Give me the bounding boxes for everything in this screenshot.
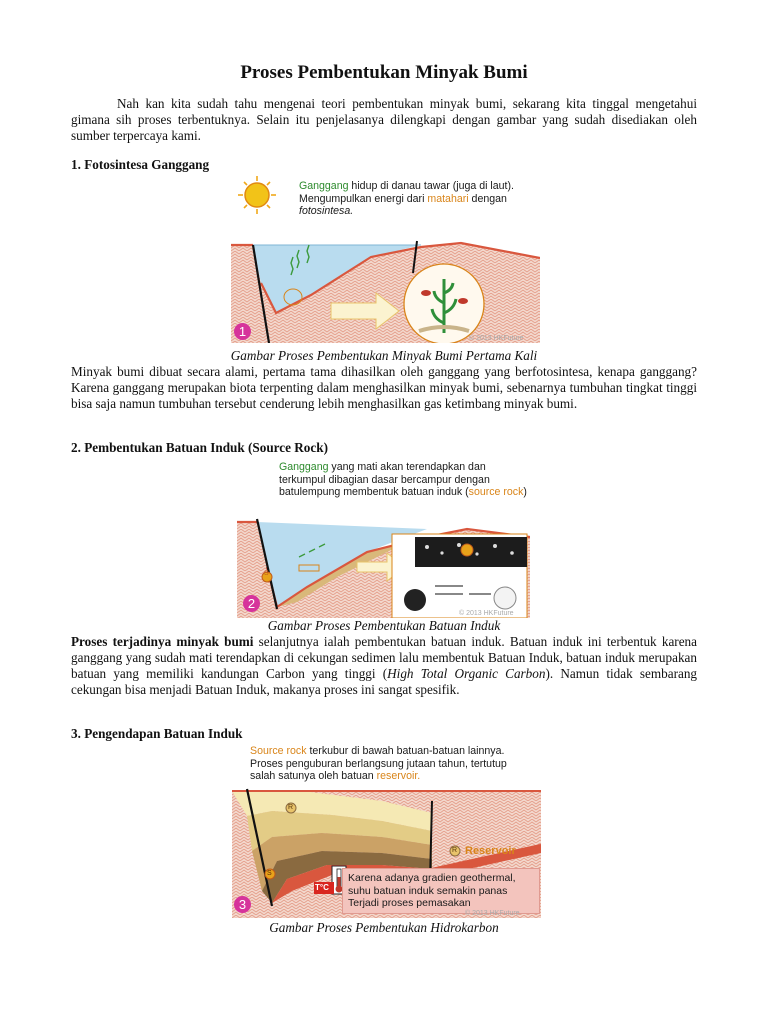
source-rock-inset <box>392 534 527 618</box>
figure-1-caption: Gambar Proses Pembentukan Minyak Bumi Pertama Kali <box>230 348 538 363</box>
temperature-label: T°C <box>315 883 329 892</box>
reservoir-label: Reservoir <box>465 845 516 857</box>
intro-paragraph: Nah kan kita sudah tahu mengenai teori pembentukan minyak bumi, sekarang kita tinggal mengetahui gimana sih proses terbentuknya. Selain itu penjelasanya dilengkapi dengan gambar yang sudah disediakan oleh sumber terpercaya kami. <box>71 96 697 143</box>
section-2-body <box>71 634 697 698</box>
figure-2-text-line3: batulempung membentuk batuan induk ( <box>279 486 469 498</box>
callout-line2: suhu batuan induk semakin panas <box>348 884 508 897</box>
section-1-body: Minyak bumi dibuat secara alami, pertama tama dihasilkan oleh ganggang yang berfotosintesa, kenapa ganggang? Karena ganggang merupakan biota terpenting dalam menghasilkan minyak bumi, sebenarnya tumbuhan tingkat tinggi bisa saja namun tumbuhan tersebut cenderung lebih menghasilkan gas ketimbang minyak bumi. <box>71 364 697 411</box>
figure-3-text-line3: salah satunya oleh batuan <box>250 770 377 782</box>
highlight-ganggang-2: Ganggang <box>279 461 329 473</box>
figure-3-reservoir-label-r: R <box>288 804 294 811</box>
section-2-body-part2: ). Namun tidak sembarang cekungan bisa menjadi Batuan Induk, makanya proses ini sangat spesifik. <box>71 666 698 697</box>
section-1-heading: 1. Fotosintesa Ganggang <box>71 157 210 172</box>
figure-2-text-line2: terkumpul dibagian dasar bercampur dengan <box>279 473 490 486</box>
figure-1-text-line2-end: dengan <box>468 192 507 205</box>
figure-3-text-line1: terkubur di bawah batuan-batuan lainnya. <box>306 745 505 757</box>
figure-1-text-line1: hidup di danau tawar (juga di laut). <box>348 180 514 192</box>
geothermal-callout <box>342 868 540 914</box>
callout-line1: Karena adanya gradien geothermal, <box>348 872 516 884</box>
figure-3-reservoir-label-r2: R <box>452 847 458 854</box>
callout-line3: Terjadi proses pemasakan <box>348 897 471 909</box>
section-2-body-italic: High Total Organic Carbon <box>387 666 546 681</box>
highlight-source-rock: source rock <box>468 486 524 498</box>
highlight-matahari: matahari <box>427 192 469 205</box>
figure-3-text-line2: Proses penguburan berlangsung jutaan tahun, tertutup <box>250 757 507 770</box>
figure-1-algae-photosynthesis <box>231 173 540 343</box>
figure-1-number-badge: 1 <box>234 323 251 340</box>
highlight-source-rock-2: Source rock <box>250 745 307 757</box>
section-3-heading: 3. Pengendapan Batuan Induk <box>71 726 243 741</box>
section-2-heading: 2. Pembentukan Batuan Induk (Source Rock) <box>71 440 328 455</box>
highlight-reservoir: reservoir. <box>376 770 421 782</box>
figure-2-text-line3-end: ) <box>523 486 527 498</box>
figure-2-caption: Gambar Proses Pembentukan Batuan Induk <box>267 618 501 633</box>
figure-2-text-line1: yang mati akan terendapkan dan <box>328 461 486 473</box>
figure-1-credit: © 2013 HKFuture <box>469 335 524 342</box>
figure-3-credit: © 2013 HKFuture <box>465 910 520 917</box>
figure-2-number-badge: 2 <box>243 595 260 612</box>
figure-3-number-badge: 3 <box>234 896 251 913</box>
figure-3-caption: Gambar Proses Pembentukan Hidrokarbon <box>269 920 499 935</box>
highlight-ganggang: Ganggang <box>299 180 349 192</box>
figure-1-description <box>299 180 539 218</box>
page-title: Proses Pembentukan Minyak Bumi <box>240 62 528 83</box>
section-2-body-bold: Proses terjadinya minyak bumi <box>71 634 254 649</box>
figure-2-description <box>279 461 529 499</box>
figure-2-credit: © 2013 HKFuture <box>459 610 514 617</box>
figure-2-source-label: S <box>264 570 269 577</box>
figure-1-text-line3: fotosintesa. <box>299 205 354 217</box>
figure-3-description <box>250 745 540 783</box>
figure-2-source-rock <box>237 457 530 618</box>
figure-3-source-label: S <box>267 870 272 877</box>
figure-3-burial <box>232 741 541 918</box>
figure-1-text-line2: Mengumpulkan energi dari <box>299 192 428 205</box>
magnified-algae-icon <box>404 264 484 343</box>
section-2-body-part1: selanjutnya ialah pembentukan batuan induk. Batuan induk ini terbentuk karena ganggang yang sudah mati terendapkan di cekungan sedimen lalu membentuk Batuan Induk, batuan induk merupakan batuan yang memiliki kandungan Carbon yang tinggi ( <box>71 634 697 681</box>
